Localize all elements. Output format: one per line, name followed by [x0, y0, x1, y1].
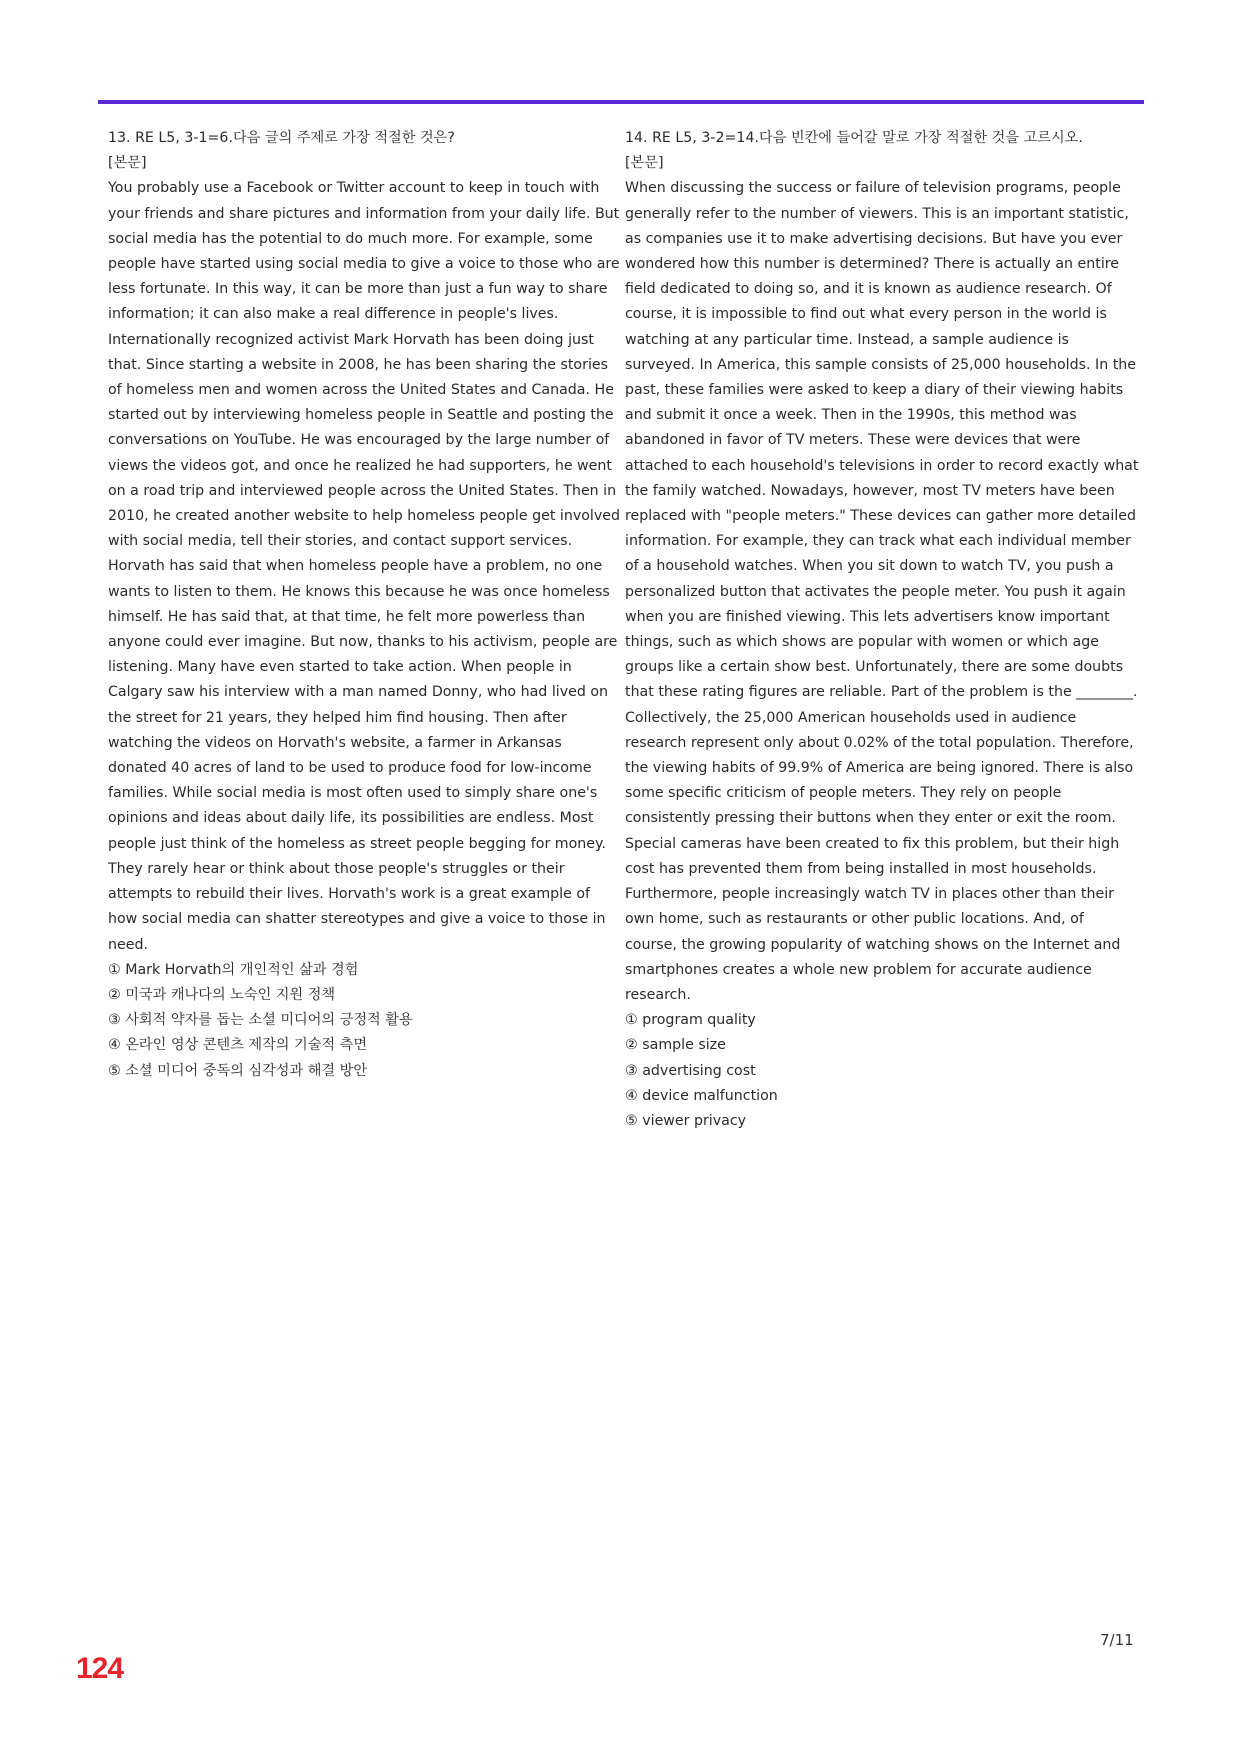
- choice-3[interactable]: ③ 사회적 약자를 돕는 소셜 미디어의 긍정적 활용: [108, 1012, 413, 1029]
- passage-tag: [본문]: [108, 155, 147, 172]
- choice-2[interactable]: ② 미국과 캐나다의 노숙인 지원 정책: [108, 986, 336, 1003]
- top-rule: [98, 100, 1144, 104]
- page-number: 124: [76, 1652, 124, 1685]
- page-count: 7/11: [1100, 1631, 1134, 1649]
- choice-5[interactable]: ⑤ 소셜 미디어 중독의 심각성과 해결 방안: [108, 1062, 368, 1079]
- answer-choices: [625, 1008, 1140, 1134]
- choice-1[interactable]: ① Mark Horvath의 개인적인 삶과 경험: [108, 961, 359, 978]
- passage-text: You probably use a Facebook or Twitter account to keep in touch with your friends and share pictures and information from your daily life. But social media has the potential to do much more. For example, some people have started using social media to give a voice to those who are less fortunate. In this way, it can be more than just a fun way to share information; it can also make a real difference in people's lives. Internationally recognized activist Mark Horvath has been doing just that. Since starting a website in 2008, he has been sharing the stories of homeless men and women across the United States and Canada. He started out by interviewing homeless people in Seattle and posting the conversations on YouTube. He was encouraged by the large number of views the videos got, and once he realized he had supporters, he went on a road trip and interviewed people across the United States. Then in 2010, he created another website to help homeless people get involved with social media, tell their stories, and contact support services. Horvath has said that when homeless people have a problem, no one wants to listen to them. He knows this because he was once homeless himself. He has said that, at that time, he felt more powerless than anyone could ever imagine. But now, thanks to his activism, people are listening. Many have even started to take action. When people in Calgary saw his interview with a man named Donny, who had lived on the street for 21 years, they helped him find housing. Then after watching the videos on Horvath's website, a farmer in Arkansas donated 40 acres of land to be used to produce food for low-income families. While social media is most often used to simply share one's opinions and ideas about daily life, its possibilities are endless. Most people just think of the homeless as street people begging for money. They rarely hear or think about those people's struggles or their attempts to rebuild their lives. Horvath's work is a great example of how social media can shatter stereotypes and give a voice to those in need.: [108, 180, 620, 953]
- choice-3[interactable]: ③ advertising cost: [625, 1062, 756, 1079]
- question-14: [625, 126, 1140, 1134]
- answer-choices: [108, 958, 623, 1084]
- choice-4[interactable]: ④ device malfunction: [625, 1087, 778, 1104]
- passage-tag: [본문]: [625, 155, 664, 172]
- choice-1[interactable]: ① program quality: [625, 1012, 756, 1029]
- question-13: [108, 126, 623, 1084]
- passage-text: When discussing the success or failure of television programs, people generally refer to the number of viewers. This is an important statistic, as companies use it to make advertising decisions. But have you ever wondered how this number is determined? There is actually an entire field dedicated to doing so, and it is known as audience research. Of course, it is impossible to find out what every person in the world is watching at any particular time. Instead, a sample audience is surveyed. In America, this sample consists of 25,000 households. In the past, these families were asked to keep a diary of their viewing habits and submit it once a week. Then in the 1990s, this method was abandoned in favor of TV meters. These were devices that were attached to each household's televisions in order to record exactly what the family watched. Nowadays, however, most TV meters have been replaced with "people meters." These devices can gather more detailed information. For example, they can track what each individual member of a household watches. When you sit down to watch TV, you push a personalized button that activates the people meter. You push it again when you are finished viewing. This lets advertisers know important things, such as which shows are popular with women or which age groups like a certain show best. Unfortunately, there are some doubts that these rating figures are reliable. Part of the problem is the ________. Collectively, the 25,000 American households used in audience research represent only about 0.02% of the total population. Therefore, the viewing habits of 99.9% of America are being ignored. There is also some specific criticism of people meters. They rely on people consistently pressing their buttons when they enter or exit the room. Special cameras have been created to fix this problem, but their high cost has prevented them from being installed in most households. Furthermore, people increasingly watch TV in places other than their own home, such as restaurants or other public locations. And, of course, the growing popularity of watching shows on the Internet and smartphones creates a whole new problem for accurate audience research.: [625, 180, 1139, 1003]
- question-title: 14. RE L5, 3-2=14.다음 빈칸에 들어갈 말로 가장 적절한 것을 고르시오.: [625, 130, 1083, 146]
- choice-5[interactable]: ⑤ viewer privacy: [625, 1112, 747, 1129]
- question-title: 13. RE L5, 3-1=6.다음 글의 주제로 가장 적절한 것은?: [108, 130, 455, 146]
- choice-2[interactable]: ② sample size: [625, 1037, 726, 1054]
- choice-4[interactable]: ④ 온라인 영상 콘텐츠 제작의 기술적 측면: [108, 1037, 368, 1054]
